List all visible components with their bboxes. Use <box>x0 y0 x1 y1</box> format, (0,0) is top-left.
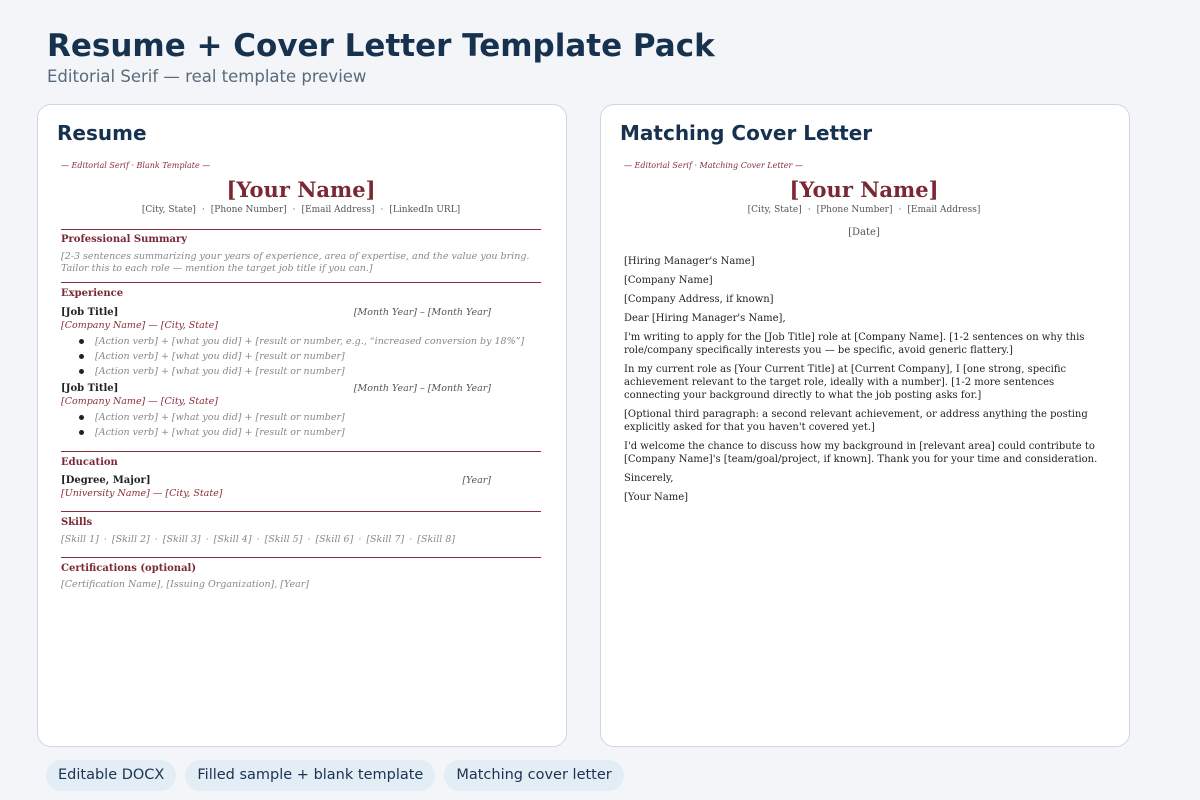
skill-item: [Skill 4] <box>213 533 252 545</box>
job-row <box>61 383 491 394</box>
contact-phone: [Phone Number] <box>816 205 893 216</box>
job-bullets <box>95 334 541 379</box>
skills-title: Skills <box>61 516 93 528</box>
degree: [Degree, Major] <box>61 474 151 486</box>
job-company: [Company Name] — [City, State] <box>61 319 218 331</box>
certifications-text: [Certification Name], [Issuing Organization], [Year] <box>61 578 309 590</box>
section-divider <box>61 282 541 283</box>
letter-contact-line: [City, State] · [Phone Number] · [Email Address] <box>747 205 981 216</box>
job-bullet: [Action verb] + [what you did] + [result or number] <box>95 410 541 425</box>
summary-title: Professional Summary <box>61 234 188 246</box>
certifications-section <box>61 563 541 591</box>
tag-filled-sample: Filled sample + blank template <box>185 760 435 791</box>
summary-section <box>61 234 541 276</box>
skills-list: [Skill 1] · [Skill 2] · [Skill 3] · [Skill 4] · [Skill 5] · [Skill 6] · [Skill 7] · [Skill 8] <box>61 533 456 545</box>
contact-email: [Email Address] <box>301 205 375 216</box>
skill-item: [Skill 7] <box>366 533 405 545</box>
letter-paragraph: I'd welcome the chance to discuss how my background in [relevant area] could contribute to [Company Name]'s [team/goal/project, if known]. Thank you for your time and consideration. <box>624 441 1098 466</box>
education-section <box>61 457 541 499</box>
letter-kicker: — Editorial Serif · Matching Cover Letter — <box>624 161 803 170</box>
contact-phone: [Phone Number] <box>210 205 287 216</box>
job-bullet: [Action verb] + [what you did] + [result or number] <box>95 425 541 440</box>
skill-item: [Skill 1] <box>61 533 99 545</box>
job-title: [Job Title] <box>61 306 119 318</box>
job-row <box>61 307 491 318</box>
skill-item: [Skill 8] <box>417 533 456 545</box>
job-bullet: [Action verb] + [what you did] + [result or number] <box>95 364 541 379</box>
contact-city: [City, State] <box>747 205 802 216</box>
job-dates: [Month Year] – [Month Year] <box>353 382 491 394</box>
graduation-year: [Year] <box>462 474 491 486</box>
education-title: Education <box>61 456 118 468</box>
closing: Sincerely, <box>624 473 674 485</box>
university: [University Name] — [City, State] <box>61 487 223 499</box>
recipient-company: [Company Name] <box>624 275 713 287</box>
section-divider <box>61 511 541 512</box>
resume-contact-line: [City, State] · [Phone Number] · [Email Address] · [LinkedIn URL] <box>141 205 461 216</box>
skill-item: [Skill 6] <box>315 533 354 545</box>
job-company: [Company Name] — [City, State] <box>61 395 218 407</box>
summary-text: [2-3 sentences summarizing your years of experience, area of expertise, and the value you bring. Tailor this to each role — mention the target job title if you can.] <box>61 251 530 275</box>
section-divider <box>61 451 541 452</box>
skills-section <box>61 517 541 545</box>
letter-date: [Date] <box>848 227 880 239</box>
certifications-title: Certifications (optional) <box>61 562 197 574</box>
experience-section <box>61 288 541 440</box>
recipient-name: [Hiring Manager's Name] <box>624 256 755 268</box>
contact-linkedin: [LinkedIn URL] <box>389 205 461 216</box>
letter-name: [Your Name] <box>789 177 939 202</box>
feature-tags <box>46 760 624 791</box>
resume-name: [Your Name] <box>226 177 376 202</box>
skill-item: [Skill 2] <box>111 533 150 545</box>
job-bullets <box>95 410 541 440</box>
letter-paragraph: In my current role as [Your Current Title] at [Current Company], I [one strong, specific achievement relevant to the target role, ideally with a number]. [1-2 more sentences connecting your background directly to what the job posting asks for.] <box>624 364 1067 402</box>
experience-title: Experience <box>61 287 124 299</box>
job-bullet: [Action verb] + [what you did] + [result or number] <box>95 349 541 364</box>
resume-preview-card <box>37 104 567 747</box>
letter-paragraph: [Optional third paragraph: a second relevant achievement, or address anything the posting explicitly asked for that you haven't covered yet.] <box>624 409 1088 434</box>
resume-kicker: — Editorial Serif · Blank Template — <box>61 161 211 170</box>
letter-paragraph: I'm writing to apply for the [Job Title] role at [Company Name]. [1-2 sentences on why this role/company specifically interests you — be specific, avoid generic flattery.] <box>624 332 1085 357</box>
section-divider <box>61 557 541 558</box>
page-title: Resume + Cover Letter Template Pack <box>47 28 715 64</box>
resume-card-heading: Resume <box>57 121 147 145</box>
skill-item: [Skill 3] <box>162 533 201 545</box>
section-divider <box>61 229 541 230</box>
skill-item: [Skill 5] <box>264 533 303 545</box>
cover-letter-card-heading: Matching Cover Letter <box>620 121 873 145</box>
signature: [Your Name] <box>624 492 689 504</box>
resume-document <box>61 161 541 591</box>
job-bullet: [Action verb] + [what you did] + [result or number, e.g., “increased conversion by 18%”] <box>95 334 541 349</box>
job-dates: [Month Year] – [Month Year] <box>353 306 491 318</box>
job-title: [Job Title] <box>61 382 119 394</box>
contact-email: [Email Address] <box>907 205 981 216</box>
page-subtitle: Editorial Serif — real template preview <box>47 67 367 86</box>
cover-letter-document <box>624 161 1104 510</box>
tag-matching-cover-letter: Matching cover letter <box>444 760 623 791</box>
education-row <box>61 475 491 486</box>
recipient-address: [Company Address, if known] <box>624 294 774 306</box>
salutation: Dear [Hiring Manager's Name], <box>624 313 786 325</box>
contact-city: [City, State] <box>141 205 196 216</box>
tag-editable-docx: Editable DOCX <box>46 760 176 791</box>
cover-letter-preview-card <box>600 104 1130 747</box>
